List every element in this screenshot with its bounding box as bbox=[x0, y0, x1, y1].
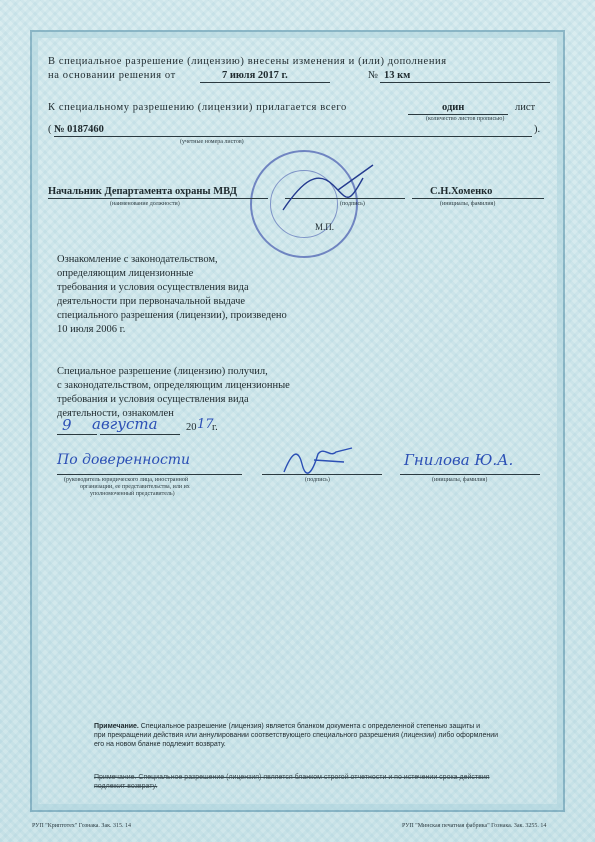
attached-count: один bbox=[442, 102, 465, 113]
decision-date-line bbox=[200, 82, 330, 83]
note-struck-text-2: подлежит возврату. bbox=[94, 783, 158, 790]
footer-left: РУП "Криптотех" Гознака. Зак. 315. 14 bbox=[32, 823, 132, 829]
decision-date: 7 июля 2017 г. bbox=[222, 70, 288, 81]
attached-suffix: лист bbox=[515, 102, 536, 113]
head-position-line bbox=[48, 198, 268, 199]
received-month-line bbox=[100, 434, 180, 435]
familiar-line-4: деятельности при первоначальной выдаче bbox=[57, 296, 246, 307]
footer-right: РУП "Минская печатная фабрика" Гознака. Зак. 3255. 14 bbox=[402, 823, 547, 829]
received-day-line bbox=[57, 434, 97, 435]
received-line-4: деятельности, ознакомлен bbox=[57, 408, 174, 419]
decision-number-line bbox=[380, 82, 550, 83]
recipient-signature-line bbox=[262, 474, 382, 475]
attached-number-caption: (учетные номера листов) bbox=[180, 139, 244, 145]
recipient-role-caption-3: уполномоченный представитель) bbox=[90, 491, 175, 497]
received-year-prefix: 20 bbox=[186, 422, 197, 433]
attached-count-line bbox=[408, 114, 508, 115]
recipient-role-caption-2: организации, ее представительства, или их bbox=[80, 484, 190, 490]
head-name-line bbox=[412, 198, 544, 199]
decision-number: 13 км bbox=[384, 70, 411, 81]
note-primary-text-3: его на новом бланке подлежит возврату. bbox=[94, 741, 226, 748]
attached-close-paren: ). bbox=[534, 124, 541, 135]
amend-line-2-prefix: на основании решения от bbox=[48, 70, 176, 81]
recipient-name-caption: (инициалы, фамилия) bbox=[432, 477, 488, 483]
seal-place-label: М.П. bbox=[315, 222, 335, 232]
familiar-line-1: Ознакомление с законодательством, bbox=[57, 254, 218, 265]
decision-number-prefix: № bbox=[368, 70, 379, 81]
received-line-1: Специальное разрешение (лицензию) получил, bbox=[57, 366, 268, 377]
received-day: 9 bbox=[62, 416, 72, 434]
head-position-caption: (наименование должности) bbox=[110, 201, 180, 207]
recipient-role-caption-1: (руководитель юридического лица, иностранной bbox=[64, 477, 189, 483]
received-year: 17 bbox=[197, 417, 214, 432]
note-struck bbox=[94, 773, 544, 782]
attached-prefix: К специальному разрешению (лицензии) прилагается всего bbox=[48, 102, 347, 113]
attached-number-line bbox=[54, 136, 532, 137]
received-line-2: с законодательством, определяющим лицензионные bbox=[57, 380, 290, 391]
received-line-3: требования и условия осуществления вида bbox=[57, 394, 249, 405]
attached-sheet-number: № 0187460 bbox=[54, 124, 104, 135]
recipient-role: По доверенности bbox=[57, 452, 191, 468]
received-year-suffix: г. bbox=[212, 422, 218, 433]
note-primary-text-1: Специальное разрешение (лицензия) является бланком документа с определенной степенью защиты и bbox=[140, 723, 481, 730]
recipient-name: Гнилова Ю.А. bbox=[404, 451, 514, 469]
note-struck-label: Примечание. bbox=[94, 774, 137, 781]
familiar-line-2: определяющим лицензионные bbox=[57, 268, 194, 279]
head-name: С.Н.Хоменко bbox=[430, 186, 493, 197]
note-struck-text-1: Специальное разрешение (лицензия) является бланком строгой отчетности и по истечении срока действия bbox=[138, 774, 490, 781]
attached-open-paren: ( bbox=[48, 124, 52, 135]
note-primary-label: Примечание. bbox=[94, 723, 139, 730]
note-primary bbox=[94, 722, 544, 731]
recipient-signature bbox=[278, 444, 358, 478]
received-month: августа bbox=[92, 415, 158, 433]
head-signature bbox=[278, 160, 378, 220]
note-primary-text-2: при прекращении действия или аннулировании соответствующего специального разрешения (лицензии) либо оформлении bbox=[94, 732, 499, 739]
recipient-signature-caption: (подпись) bbox=[305, 477, 330, 483]
head-position: Начальник Департамента охраны МВД bbox=[48, 186, 237, 197]
recipient-role-line bbox=[57, 474, 242, 475]
attached-count-caption: (количество листов прописью) bbox=[426, 116, 505, 122]
familiar-line-5: специального разрешения (лицензии), произведено bbox=[57, 310, 287, 321]
amend-line-1: В специальное разрешение (лицензию) внесены изменения и (или) дополнения bbox=[48, 56, 447, 67]
head-signature-caption: (подпись) bbox=[340, 201, 365, 207]
head-name-caption: (инициалы, фамилия) bbox=[440, 201, 496, 207]
familiar-line-3: требования и условия осуществления вида bbox=[57, 282, 249, 293]
familiar-line-6: 10 июля 2006 г. bbox=[57, 324, 126, 335]
recipient-name-line bbox=[400, 474, 540, 475]
